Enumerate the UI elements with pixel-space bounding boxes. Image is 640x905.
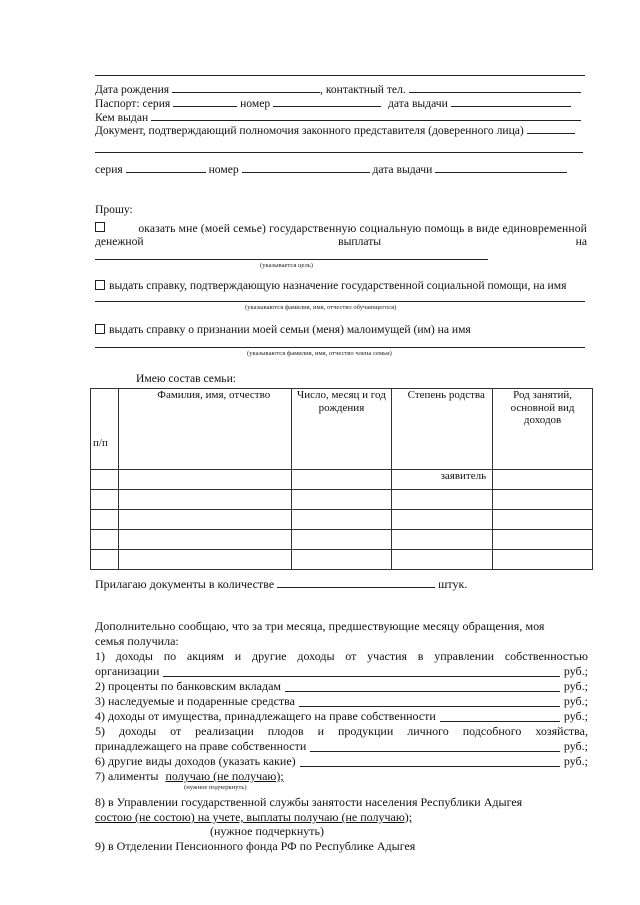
header-num: п/п xyxy=(91,389,119,470)
representative-doc-line xyxy=(95,122,587,137)
rep-issue-date-field[interactable] xyxy=(435,161,567,173)
table-row xyxy=(91,490,593,510)
applicant-cell[interactable]: заявитель xyxy=(392,470,493,490)
item1-amount-field[interactable] xyxy=(163,664,559,677)
w: реализации xyxy=(195,724,254,738)
table-cell[interactable] xyxy=(91,470,119,490)
option1-word-2: выплаты xyxy=(338,235,382,248)
w: от xyxy=(345,649,357,663)
birth-phone-line xyxy=(95,81,587,96)
rep-series-field[interactable] xyxy=(126,161,206,173)
income-item8-line1: 8) в Управлении государственной службы занятости населения Республики Адыгея xyxy=(95,795,523,809)
table-cell[interactable] xyxy=(493,490,593,510)
option1-line2 xyxy=(95,235,587,248)
family-heading: Имею состав семьи: xyxy=(136,372,237,385)
header-name: Фамилия, имя, отчество xyxy=(118,389,291,470)
w: доходы xyxy=(118,724,157,738)
w: хозяйства, xyxy=(535,724,588,738)
passport-line xyxy=(95,95,587,110)
table-cell[interactable] xyxy=(291,510,392,530)
table-cell[interactable] xyxy=(291,490,392,510)
table-cell[interactable] xyxy=(118,550,291,570)
passport-issue-date-label: дата выдачи xyxy=(387,97,448,110)
w: и xyxy=(234,649,242,663)
w: другие xyxy=(251,649,287,663)
passport-number-label: номер xyxy=(240,97,271,110)
birth-label: Дата рождения xyxy=(95,83,170,96)
attach-line xyxy=(95,576,588,593)
w: продукции xyxy=(338,724,394,738)
family-table-header xyxy=(91,389,593,470)
w: плодов xyxy=(267,724,304,738)
item4-currency: руб.; xyxy=(563,709,588,723)
w: собственностью xyxy=(504,649,588,663)
item4-label: 4) доходы от имущества, принадлежащего на праве собственности xyxy=(95,709,436,723)
header-occupation: Род занятий, основной вид доходов xyxy=(493,389,593,470)
representative-doc-rule xyxy=(95,152,583,153)
income-intro: Дополнительно сообщаю, что за три месяца, предшествующие месяцу обращения, моя xyxy=(95,619,545,633)
table-row xyxy=(91,510,593,530)
option1-caption: (указывается цель) xyxy=(260,262,313,269)
issued-by-label: Кем выдан xyxy=(95,111,149,124)
option2-checkbox[interactable] xyxy=(95,280,105,290)
table-cell[interactable] xyxy=(392,550,493,570)
attach-suffix: штук. xyxy=(438,577,468,591)
w: 1) xyxy=(95,649,105,663)
w: управлении xyxy=(434,649,495,663)
table-cell[interactable] xyxy=(493,550,593,570)
option1-word-3: на xyxy=(575,235,587,248)
option3-caption: (указываются фамилия, имя, отчество члена семьи) xyxy=(247,350,392,357)
w: 5) xyxy=(95,724,105,738)
passport-series-field[interactable] xyxy=(173,95,237,107)
birth-date-field[interactable] xyxy=(172,81,320,93)
table-cell[interactable] xyxy=(118,490,291,510)
passport-issue-date-field[interactable] xyxy=(451,95,571,107)
item7-label: 7) алименты xyxy=(95,769,159,783)
w: подсобного xyxy=(462,724,522,738)
w: доходы xyxy=(297,649,335,663)
income-item9: 9) в Отделении Пенсионного фонда РФ по Республике Адыгея xyxy=(95,839,416,853)
w: от xyxy=(170,724,182,738)
table-cell[interactable] xyxy=(91,530,119,550)
income-item5-line1 xyxy=(95,724,588,740)
option1-word-1: денежной xyxy=(95,235,144,248)
item3-amount-field[interactable] xyxy=(299,694,560,707)
table-cell[interactable] xyxy=(118,470,291,490)
w: и xyxy=(317,724,325,738)
phone-label: , контактный тел. xyxy=(320,83,406,96)
table-cell[interactable] xyxy=(291,530,392,550)
option2-line xyxy=(95,279,587,292)
option1-text: оказать мне (моей семье) государственную социальную помощь в виде единовременной xyxy=(138,222,587,235)
item8-value[interactable]: состою (не состою) на учете, выплаты получаю (не получаю); xyxy=(95,810,413,824)
table-row xyxy=(91,470,593,490)
table-cell[interactable] xyxy=(91,550,119,570)
rep-issue-date-label: дата выдачи xyxy=(372,163,433,176)
option2-caption: (указываются фамилия, имя, отчество обучающегося) xyxy=(245,304,397,311)
table-cell[interactable] xyxy=(493,510,593,530)
option3-text: выдать справку о признании моей семьи (меня) малоимущей (им) на имя xyxy=(109,323,471,336)
rep-series-label: серия xyxy=(95,163,123,176)
table-cell[interactable] xyxy=(493,530,593,550)
w: доходы xyxy=(115,649,153,663)
attach-count-field[interactable] xyxy=(277,576,435,588)
representative-doc-label: Документ, подтверждающий полномочия законного представителя (доверенного лица) xyxy=(95,124,524,137)
item8-caption: (нужное подчеркнуть) xyxy=(210,824,324,838)
table-cell[interactable] xyxy=(392,510,493,530)
table-cell[interactable] xyxy=(392,530,493,550)
option3-line xyxy=(95,323,587,336)
table-cell[interactable] xyxy=(118,530,291,550)
item2-amount-field[interactable] xyxy=(285,679,560,692)
option2-text: выдать справку, подтверждающую назначение государственной социальной помощи, на имя xyxy=(109,279,567,292)
w: участия xyxy=(367,649,408,663)
representative-doc-field[interactable] xyxy=(527,122,575,134)
item6-currency: руб.; xyxy=(563,754,588,768)
item2-label: 2) проценты по банковским вкладам xyxy=(95,679,281,693)
option3-checkbox[interactable] xyxy=(95,324,105,334)
representative-series-line xyxy=(95,161,587,176)
income-item3 xyxy=(95,694,588,710)
option3-name-field[interactable] xyxy=(95,347,585,348)
table-row xyxy=(91,550,593,570)
income-item6 xyxy=(95,754,588,770)
item3-label: 3) наследуемые и подаренные средства xyxy=(95,694,295,708)
w: по xyxy=(163,649,177,663)
option1-line xyxy=(95,222,587,235)
table-cell[interactable] xyxy=(91,510,119,530)
income-item4 xyxy=(95,709,588,725)
w: акциям xyxy=(186,649,225,663)
item2-currency: руб.; xyxy=(563,679,588,693)
w: в xyxy=(417,649,424,663)
rep-number-field[interactable] xyxy=(242,161,370,173)
table-cell[interactable] xyxy=(118,510,291,530)
table-row xyxy=(91,530,593,550)
top-rule xyxy=(95,75,585,76)
item6-label: 6) другие виды доходов (указать какие) xyxy=(95,754,296,768)
item1-currency: руб.; xyxy=(563,664,588,678)
income-item5-line2 xyxy=(95,739,588,755)
item1-label: организации xyxy=(95,664,160,678)
income-item1-line2 xyxy=(95,664,588,680)
passport-series-label: Паспорт: серия xyxy=(95,97,171,110)
item4-amount-field[interactable] xyxy=(440,709,560,722)
table-cell[interactable] xyxy=(291,550,392,570)
income-intro2: семья получила: xyxy=(95,634,179,648)
header-relation: Степень родства xyxy=(392,389,493,470)
income-item7 xyxy=(95,769,588,785)
table-cell[interactable] xyxy=(493,470,593,490)
issued-by-field[interactable] xyxy=(151,109,581,121)
income-item2 xyxy=(95,679,588,695)
family-table xyxy=(90,388,593,570)
option2-name-field[interactable] xyxy=(95,301,585,302)
table-cell[interactable] xyxy=(392,490,493,510)
request-heading: Прошу: xyxy=(95,203,133,216)
item6-amount-field[interactable] xyxy=(300,754,560,767)
item5-currency: руб.; xyxy=(563,739,588,753)
table-cell[interactable] xyxy=(91,490,119,510)
option1-checkbox[interactable] xyxy=(95,222,105,232)
table-cell[interactable] xyxy=(291,470,392,490)
passport-number-field[interactable] xyxy=(273,95,381,107)
item3-currency: руб.; xyxy=(563,694,588,708)
item7-caption: (нужное подчеркнуть) xyxy=(184,784,247,791)
option1-purpose-field[interactable] xyxy=(95,259,488,260)
attach-prefix: Прилагаю документы в количестве xyxy=(95,577,275,591)
income-item1-line1 xyxy=(95,649,588,665)
w: личного xyxy=(407,724,449,738)
rep-number-label: номер xyxy=(208,163,239,176)
item7-value[interactable]: получаю (не получаю); xyxy=(165,769,284,783)
phone-field[interactable] xyxy=(409,81,581,93)
item5-label: принадлежащего на праве собственности xyxy=(95,739,307,753)
header-dob: Число, месяц и год рождения xyxy=(291,389,392,470)
item5-amount-field[interactable] xyxy=(310,739,560,752)
